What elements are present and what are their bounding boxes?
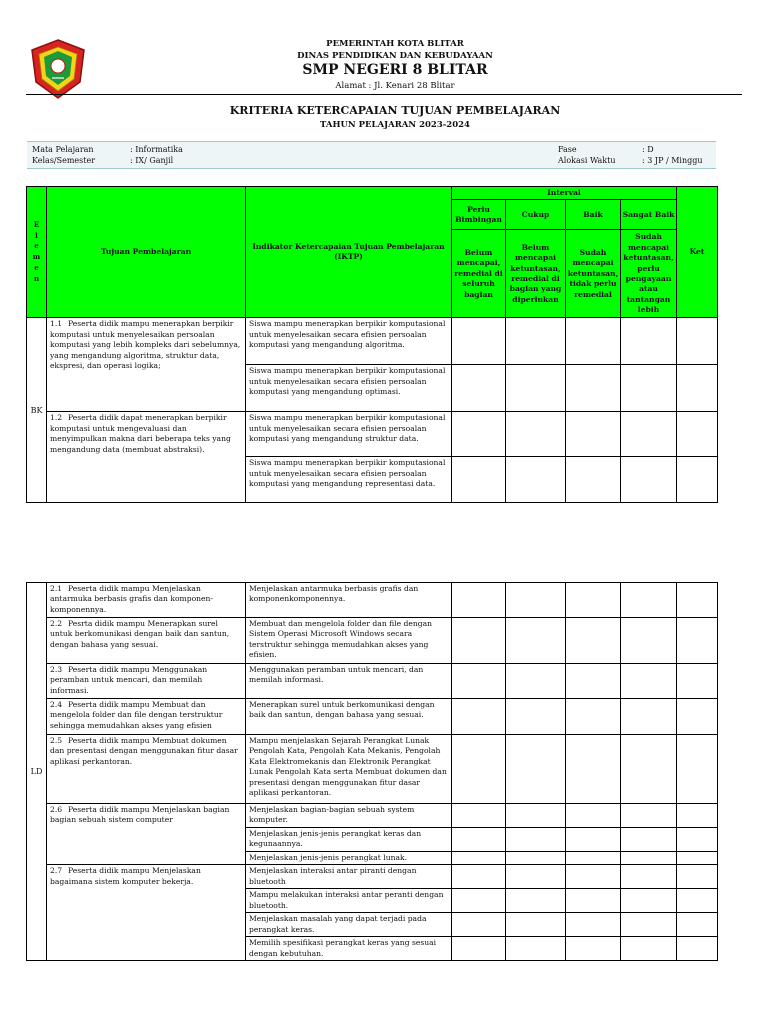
header-tujuan: Tujuan Pembelajaran (47, 187, 246, 318)
table-row (27, 664, 718, 699)
indicator-cell: Menjelaskan antarmuka berbasis grafis dan komponenkomponennya. (246, 583, 452, 618)
indicator-cell: Menjelaskan bagian-bagian sebuah system komputer. (246, 804, 452, 828)
table-row (27, 865, 718, 889)
header-government: PEMERINTAH KOTA BLITAR (326, 39, 464, 49)
indicator-cell: Siswa mampu menerapkan berpikir komputasional untuk menyelesaikan secara efisien persoalan komputasi yang mengandung representasi data. (246, 457, 452, 503)
header-elemen: E l e m e n (27, 187, 47, 318)
indicator-cell: Siswa mampu menerapkan berpikir komputasional untuk menyelesaikan secara efisien persoalan komputasi yang mengandung optimasi. (246, 365, 452, 412)
header-iktp: Indikator Ketercapaian Tujuan Pembelajaran (IKTP) (246, 187, 452, 318)
header-desc-4: Sudah mencapai ketuntasan, perlu pengayaan atau tantangan lebih (621, 230, 677, 318)
tp-cell: 1.1 Peserta didik mampu menerapkan berpikir komputasi untuk menyelesaikan persoalan komputasi yang lebih kompleks dari sebelumnya, yang mengandung algoritma, struktur data, ekspresi, dan operasi logika; (47, 318, 246, 412)
tp-cell: 2.5 Peserta didik mampu Membuat dokumen dan presentasi dengan menggunakan fitur dasar aplikasi perkantoran. (47, 735, 246, 804)
criteria-table-bk (26, 186, 718, 503)
table-row (27, 699, 718, 735)
table-row (27, 583, 718, 618)
header-ket: Ket (677, 187, 718, 318)
header-desc-2: Belum mencapai ketuntasan, remedial di bagian yang diperlukan (506, 230, 566, 318)
tp-cell: 2.7 Peserta didik mampu Menjelaskan bagaimana sistem komputer bekerja. (47, 865, 246, 961)
element-bk: BK (27, 318, 47, 503)
table-row (27, 412, 718, 457)
class-label: Kelas/Semester (32, 156, 96, 165)
phase-value: : D (642, 145, 654, 154)
header-col-baik: Baik (566, 200, 621, 230)
document-year: TAHUN PELAJARAN 2023-2024 (320, 120, 470, 130)
element-ld: LD (27, 583, 47, 961)
header-col-cukup: Cukup (506, 200, 566, 230)
indicator-cell: Mampu melakukan interaksi antar peranti dengan bluetooth. (246, 889, 452, 913)
indicator-cell: Menjelaskan jenis-jenis perangkat keras dan kegunaannya. (246, 828, 452, 852)
table-row (27, 804, 718, 828)
school-logo (30, 38, 86, 100)
tp-cell: 2.3 Peserta didik mampu Menggunakan peramban untuk mencari, dan memilah informasi. (47, 664, 246, 699)
tp-text: Peserta didik mampu menerapkan berpikir komputasi untuk menyelesaikan persoalan komputasi yang lebih kompleks dari sebelumnya, yang mengandung algoritma, struktur data, ekspresi, dan operasi logika; (50, 319, 241, 371)
header-divider (26, 94, 742, 95)
phase-label: Fase (558, 145, 577, 154)
criteria-table-ld (26, 582, 718, 961)
header-col-sangat-baik: Sangat Baik (621, 200, 677, 230)
indicator-cell: Mampu menjelaskan Sejarah Perangkat Lunak Pengolah Kata, Pengolah Kata Mekanis, Pengolah Kata Elektromekanis dan Elektronik Perangkat Lunak Pengolah Kata serta Membuat dokumen dan presentasi dengan menggunakan fitur dasar aplikasi perkantoran. (246, 735, 452, 804)
header-desc-1: Belum mencapai, remedial di seluruh bagian (452, 230, 506, 318)
time-allocation-label: Alokasi Waktu (558, 156, 616, 165)
tp-cell: 2.6 Peserta didik mampu Menjelaskan bagian bagian sebuah sistem computer (47, 804, 246, 865)
header-interval: Interval (452, 187, 677, 200)
indicator-cell: Menjelaskan jenis-jenis perangkat lunak. (246, 851, 452, 864)
indicator-cell: Membuat dan mengelola folder dan file dengan Sistem Operasi Microsoft Windows secara terstruktur sehingga memudahkan akses yang efisien. (246, 618, 452, 664)
indicator-cell: Memilih spesifikasi perangkat keras yang sesuai dengan kebutuhan. (246, 937, 452, 961)
indicator-cell: Menjelaskan masalah yang dapat terjadi pada perangkat keras. (246, 913, 452, 937)
class-value: : IX/ Ganjil (130, 156, 174, 165)
table-row (27, 318, 718, 365)
header-department: DINAS PENDIDIKAN DAN KEBUDAYAAN (297, 51, 493, 61)
table-row (27, 735, 718, 804)
indicator-cell: Menerapkan surel untuk berkomunikasi dengan baik dan santun, dengan bahasa yang sesuai. (246, 699, 452, 735)
info-box (27, 141, 716, 169)
indicator-cell: Siswa mampu menerapkan berpikir komputasional untuk menyelesaikan secara efisien persoalan komputasi yang mengandung algoritma. (246, 318, 452, 365)
header-school-name: SMP NEGERI 8 BLITAR (302, 62, 488, 78)
header-address: Alamat : Jl. Kenari 28 Blitar (335, 81, 455, 91)
indicator-cell: Menggunakan peramban untuk mencari, dan memilah informasi. (246, 664, 452, 699)
indicator-cell: Siswa mampu menerapkan berpikir komputasional untuk menyelesaikan secara efisien persoalan komputasi yang mengandung struktur data. (246, 412, 452, 457)
tp-cell: 2.4 Peserta didik mampu Membuat dan mengelola folder dan file dengan terstruktur sehingga memudahkan akses yang efisien (47, 699, 246, 735)
table-row (27, 618, 718, 664)
tp-cell: 2.2 Pesrta didik mampu Menerapkan surel untuk berkomunikasi dengan baik dan santun, dengan bahasa yang sesuai. (47, 618, 246, 664)
subject-label: Mata Pelajaran (32, 145, 94, 154)
header-desc-3: Sudah mencapai ketuntasan, tidak perlu remedial (566, 230, 621, 318)
tp-cell: 2.1 Peserta didik mampu Menjelaskan antarmuka berbasis grafis dan komponen-komponennya. (47, 583, 246, 618)
header-col-perlu-bimbingan: Perlu Bimbingan (452, 200, 506, 230)
document-title: KRITERIA KETERCAPAIAN TUJUAN PEMBELAJARAN (229, 104, 561, 117)
tp-text: Peserta didik dapat menerapkan berpikir komputasi untuk mengevaluasi dan menyimpulkan makna dari beberapa teks yang mengandung data (membuat abstraksi). (50, 413, 231, 454)
indicator-cell: Menjelaskan interaksi antar piranti dengan bluetooth (246, 865, 452, 889)
subject-value: : Informatika (130, 145, 183, 154)
time-allocation-value: : 3 JP / Minggu (642, 156, 703, 165)
tp-cell: 1.2 Peserta didik dapat menerapkan berpikir komputasi untuk mengevaluasi dan menyimpulkan makna dari beberapa teks yang mengandung data (membuat abstraksi). (47, 412, 246, 503)
